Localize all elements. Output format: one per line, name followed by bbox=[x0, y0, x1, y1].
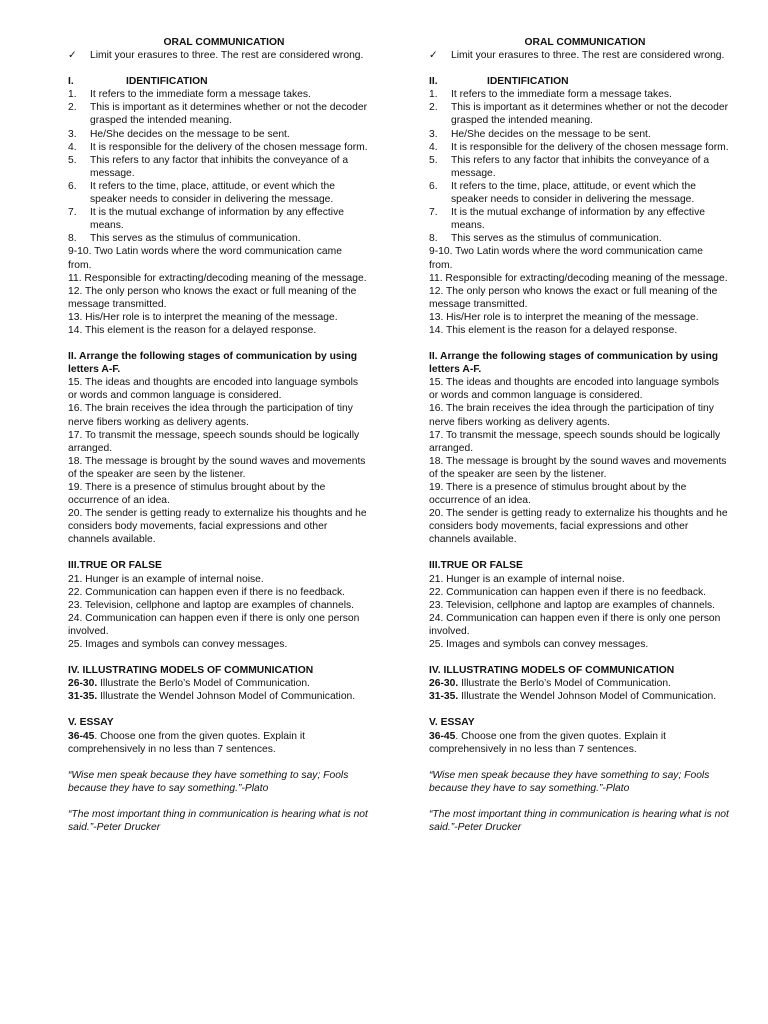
question-item: 26-30. Illustrate the Berlo’s Model of Communication. bbox=[68, 678, 310, 690]
list-item: 5. This refers to any factor that inhibits the conveyance of a message. bbox=[68, 154, 349, 179]
list-item: 1. It refers to the immediate form a message takes. bbox=[429, 89, 672, 101]
question-item: 21. Hunger is an example of internal noise. bbox=[68, 573, 264, 585]
question-item: 16. The brain receives the idea through the participation of tiny nerve fibers working as delivery agents. bbox=[68, 403, 353, 428]
question-item: 13. His/Her role is to interpret the meaning of the message. bbox=[68, 311, 338, 323]
instruction-note bbox=[68, 49, 368, 62]
list-item: 2. This is important as it determines whether or not the decoder grasped the intended meaning. bbox=[68, 102, 368, 127]
checkmark-icon: ✓ bbox=[429, 50, 438, 62]
question-item: 24. Communication can happen even if there is only one person involved. bbox=[68, 612, 360, 637]
question-item: 17. To transmit the message, speech sounds should be logically arranged. bbox=[429, 429, 721, 454]
question-item: 15. The ideas and thoughts are encoded into language symbols or words and common language is considered. bbox=[68, 377, 359, 402]
question-item: 17. To transmit the message, speech sounds should be logically arranged. bbox=[68, 429, 360, 454]
list-item: 6. It refers to the time, place, attitude, or event which the speaker needs to consider in delivering the message. bbox=[68, 180, 335, 206]
question-item: 25. Images and symbols can convey messages. bbox=[68, 639, 288, 651]
section-arrange-heading: II. Arrange the following stages of communication by using letters A-F. bbox=[429, 351, 719, 376]
question-item: 22. Communication can happen even if there is no feedback. bbox=[68, 586, 346, 598]
list-item: 7. It is the mutual exchange of information by any effective means. bbox=[429, 207, 705, 232]
list-item: 4. It is responsible for the delivery of the chosen message form. bbox=[68, 141, 368, 153]
question-item: 14. This element is the reason for a delayed response. bbox=[429, 324, 678, 336]
instruction-text: Limit your erasures to three. The rest are considered wrong. bbox=[451, 50, 725, 62]
question-item: 11. Responsible for extracting/decoding meaning of the message. bbox=[429, 272, 728, 284]
question-item: 16. The brain receives the idea through the participation of tiny nerve fibers working as delivery agents. bbox=[429, 403, 714, 428]
question-item: 11. Responsible for extracting/decoding meaning of the message. bbox=[68, 272, 367, 284]
instruction-text: Limit your erasures to three. The rest are considered wrong. bbox=[90, 50, 364, 62]
question-item: 12. The only person who knows the exact or full meaning of the message transmitted. bbox=[429, 285, 718, 310]
section-models-heading: IV. ILLUSTRATING MODELS OF COMMUNICATION bbox=[68, 665, 314, 677]
list-item: 8. This serves as the stimulus of communication. bbox=[68, 233, 301, 245]
exam-column-right bbox=[429, 36, 729, 834]
question-item: 25. Images and symbols can convey messages. bbox=[429, 639, 649, 651]
question-item: 31-35. Illustrate the Wendel Johnson Model of Communication. bbox=[429, 691, 717, 703]
essay-quote: “Wise men speak because they have something to say; Fools because they have to say something.”-Plato bbox=[68, 769, 349, 794]
question-item: 9-10. Two Latin words where the word communication came from. bbox=[429, 246, 703, 271]
section-models-heading: IV. ILLUSTRATING MODELS OF COMMUNICATION bbox=[429, 665, 675, 677]
list-item: 8. This serves as the stimulus of communication. bbox=[429, 233, 662, 245]
section-identification-heading: I. IDENTIFICATION bbox=[68, 76, 208, 88]
question-item: 24. Communication can happen even if there is only one person involved. bbox=[429, 612, 721, 637]
exam-title: ORAL COMMUNICATION bbox=[163, 37, 285, 48]
list-item: 5. This refers to any factor that inhibits the conveyance of a message. bbox=[429, 154, 710, 179]
list-item: 6. It refers to the time, place, attitude, or event which the speaker needs to consider in delivering the message. bbox=[429, 180, 696, 206]
section-arrange-heading: II. Arrange the following stages of communication by using letters A-F. bbox=[68, 351, 358, 376]
list-item: 1. It refers to the immediate form a message takes. bbox=[68, 89, 311, 101]
question-item: 14. This element is the reason for a delayed response. bbox=[68, 324, 317, 336]
essay-quote: “The most important thing in communication is hearing what is not said.”-Peter Drucker bbox=[429, 808, 729, 833]
exam-title: ORAL COMMUNICATION bbox=[524, 37, 646, 48]
list-item: 2. This is important as it determines whether or not the decoder grasped the intended meaning. bbox=[429, 102, 729, 127]
question-item: 20. The sender is getting ready to externalize his thoughts and he considers body movements, facial expressions and other channels available. bbox=[68, 508, 367, 546]
instruction-note bbox=[429, 49, 729, 62]
question-item: 13. His/Her role is to interpret the meaning of the message. bbox=[429, 311, 699, 323]
list-item: 3. He/She decides on the message to be sent. bbox=[68, 128, 290, 140]
question-item: 31-35. Illustrate the Wendel Johnson Model of Communication. bbox=[68, 691, 356, 703]
list-item: 3. He/She decides on the message to be sent. bbox=[429, 128, 651, 140]
section-identification-heading: II. IDENTIFICATION bbox=[429, 76, 569, 88]
exam-column-left bbox=[68, 36, 368, 834]
section-essay-heading: V. ESSAY bbox=[429, 717, 475, 729]
section-true-false-heading: III.TRUE OR FALSE bbox=[429, 560, 523, 572]
section-true-false-heading: III.TRUE OR FALSE bbox=[68, 560, 162, 572]
question-item: 18. The message is brought by the sound waves and movements of the speaker are seen by the listener. bbox=[68, 455, 366, 480]
question-item: 15. The ideas and thoughts are encoded into language symbols or words and common language is considered. bbox=[429, 377, 720, 402]
question-item: 19. There is a presence of stimulus brought about by the occurrence of an idea. bbox=[429, 482, 687, 507]
question-item: 23. Television, cellphone and laptop are examples of channels. bbox=[68, 599, 355, 611]
question-item: 20. The sender is getting ready to externalize his thoughts and he considers body movements, facial expressions and other channels available. bbox=[429, 508, 728, 546]
checkmark-icon: ✓ bbox=[68, 50, 77, 62]
question-item: 18. The message is brought by the sound waves and movements of the speaker are seen by the listener. bbox=[429, 455, 727, 480]
question-item: 21. Hunger is an example of internal noise. bbox=[429, 573, 625, 585]
question-item: 22. Communication can happen even if there is no feedback. bbox=[429, 586, 707, 598]
essay-instruction: 36-45. Choose one from the given quotes. Explain it comprehensively in no less than 7 sentences. bbox=[429, 730, 666, 755]
essay-instruction: 36-45. Choose one from the given quotes. Explain it comprehensively in no less than 7 sentences. bbox=[68, 730, 305, 755]
list-item: 7. It is the mutual exchange of information by any effective means. bbox=[68, 207, 344, 232]
list-item: 4. It is responsible for the delivery of the chosen message form. bbox=[429, 141, 729, 153]
question-item: 26-30. Illustrate the Berlo’s Model of Communication. bbox=[429, 678, 671, 690]
essay-quote: “Wise men speak because they have something to say; Fools because they have to say something.”-Plato bbox=[429, 769, 710, 794]
question-item: 19. There is a presence of stimulus brought about by the occurrence of an idea. bbox=[68, 482, 326, 507]
question-item: 23. Television, cellphone and laptop are examples of channels. bbox=[429, 599, 716, 611]
section-essay-heading: V. ESSAY bbox=[68, 717, 114, 729]
question-item: 12. The only person who knows the exact or full meaning of the message transmitted. bbox=[68, 285, 357, 310]
essay-quote: “The most important thing in communication is hearing what is not said.”-Peter Drucker bbox=[68, 808, 368, 833]
question-item: 9-10. Two Latin words where the word communication came from. bbox=[68, 246, 342, 271]
